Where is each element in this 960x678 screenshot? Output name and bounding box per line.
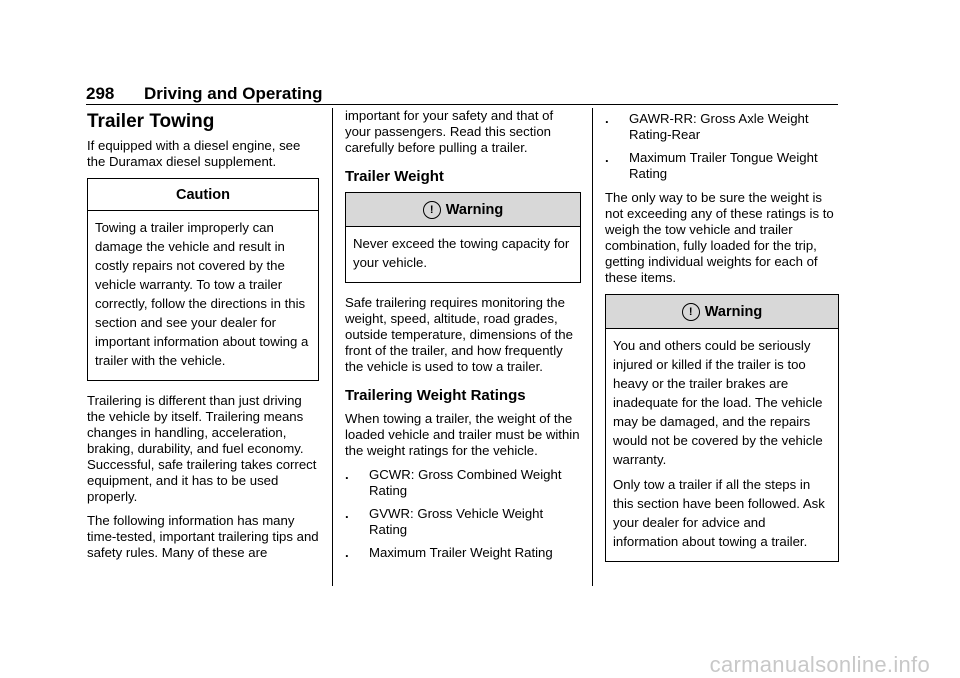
paragraph: The only way to be sure the weight is not exceeding any of these ratings is to weigh the tow vehicle and trailer combination, fully loaded for the trip, getting individual weights for each of these items. [605,190,834,285]
warning-title-bar [606,295,838,329]
bullet-icon: . [345,506,349,521]
column-3 [605,108,839,574]
paragraph: important for your safety and that of your passengers. Read this section carefully before pulling a trailer. [345,108,554,155]
warning-title: Warning [704,304,763,320]
list-item: . GVWR: Gross Vehicle Weight Rating [345,506,544,537]
warning-title-bar [346,193,580,227]
page-heading: Trailer Towing [87,111,215,132]
list-item: . Maximum Trailer Tongue Weight Rating [605,150,818,181]
ratings-list [605,111,839,182]
warning-text: Never exceed the towing capacity for your vehicle. [353,236,570,270]
warning-text: You and others could be seriously injured or killed if the trailer is too heavy or the trailer brakes are inadequate for the load. The vehicle may be damaged, and the repairs would not be covered by the vehicle warranty. [613,338,823,467]
list-item: . Maximum Trailer Weight Rating [345,545,553,560]
page-header [86,84,838,105]
list-item: . GCWR: Gross Combined Weight Rating [345,467,562,498]
intro-text: If equipped with a diesel engine, see the Duramax diesel supplement. [87,138,301,169]
column-1 [87,108,319,569]
warning-box [345,192,581,283]
subheading-weight-ratings: Trailering Weight Ratings [345,387,526,404]
paragraph: When towing a trailer, the weight of the loaded vehicle and trailer must be within the weight ratings for the vehicle. [345,411,580,458]
watermark: carmanualsonline.info [709,652,930,677]
column-divider [592,108,593,586]
bullet-icon: . [345,467,349,482]
warning-box [605,294,839,562]
warning-text: Only tow a trailer if all the steps in this section have been followed. Ask your dealer for advice and information about towing a trailer. [613,477,825,549]
subheading-trailer-weight: Trailer Weight [345,168,444,185]
ratings-list [345,467,581,561]
column-divider [332,108,333,586]
warning-icon: ! [423,201,441,219]
list-item: . GAWR-RR: Gross Axle Weight Rating-Rear [605,111,809,142]
caution-box [87,178,319,381]
caution-text: Towing a trailer improperly can damage the vehicle and result in costly repairs not covered by the vehicle warranty. To tow a trailer correctly, follow the directions in this section and see your dealer for important information about towing a trailer with the vehicle. [95,220,309,368]
bullet-icon: . [605,111,609,126]
section-title: Driving and Operating [144,84,323,103]
warning-icon: ! [682,303,700,321]
paragraph: Safe trailering requires monitoring the weight, speed, altitude, road grades, outside temperature, dimensions of the front of the trailer, and how frequently the vehicle is used to tow a trailer. [345,295,573,374]
paragraph: Trailering is different than just driving the vehicle by itself. Trailering means changes in handling, acceleration, braking, durability, and fuel economy. Successful, safe trailering takes correct equipment, and it has to be used properly. [87,393,317,504]
bullet-icon: . [605,150,609,165]
page-number: 298 [86,84,115,103]
column-2 [345,108,581,569]
warning-title: Warning [445,202,504,218]
paragraph: The following information has many time-tested, important trailering tips and safety rules. Many of these are [87,513,319,560]
caution-title: Caution [88,179,318,211]
bullet-icon: . [345,545,349,560]
